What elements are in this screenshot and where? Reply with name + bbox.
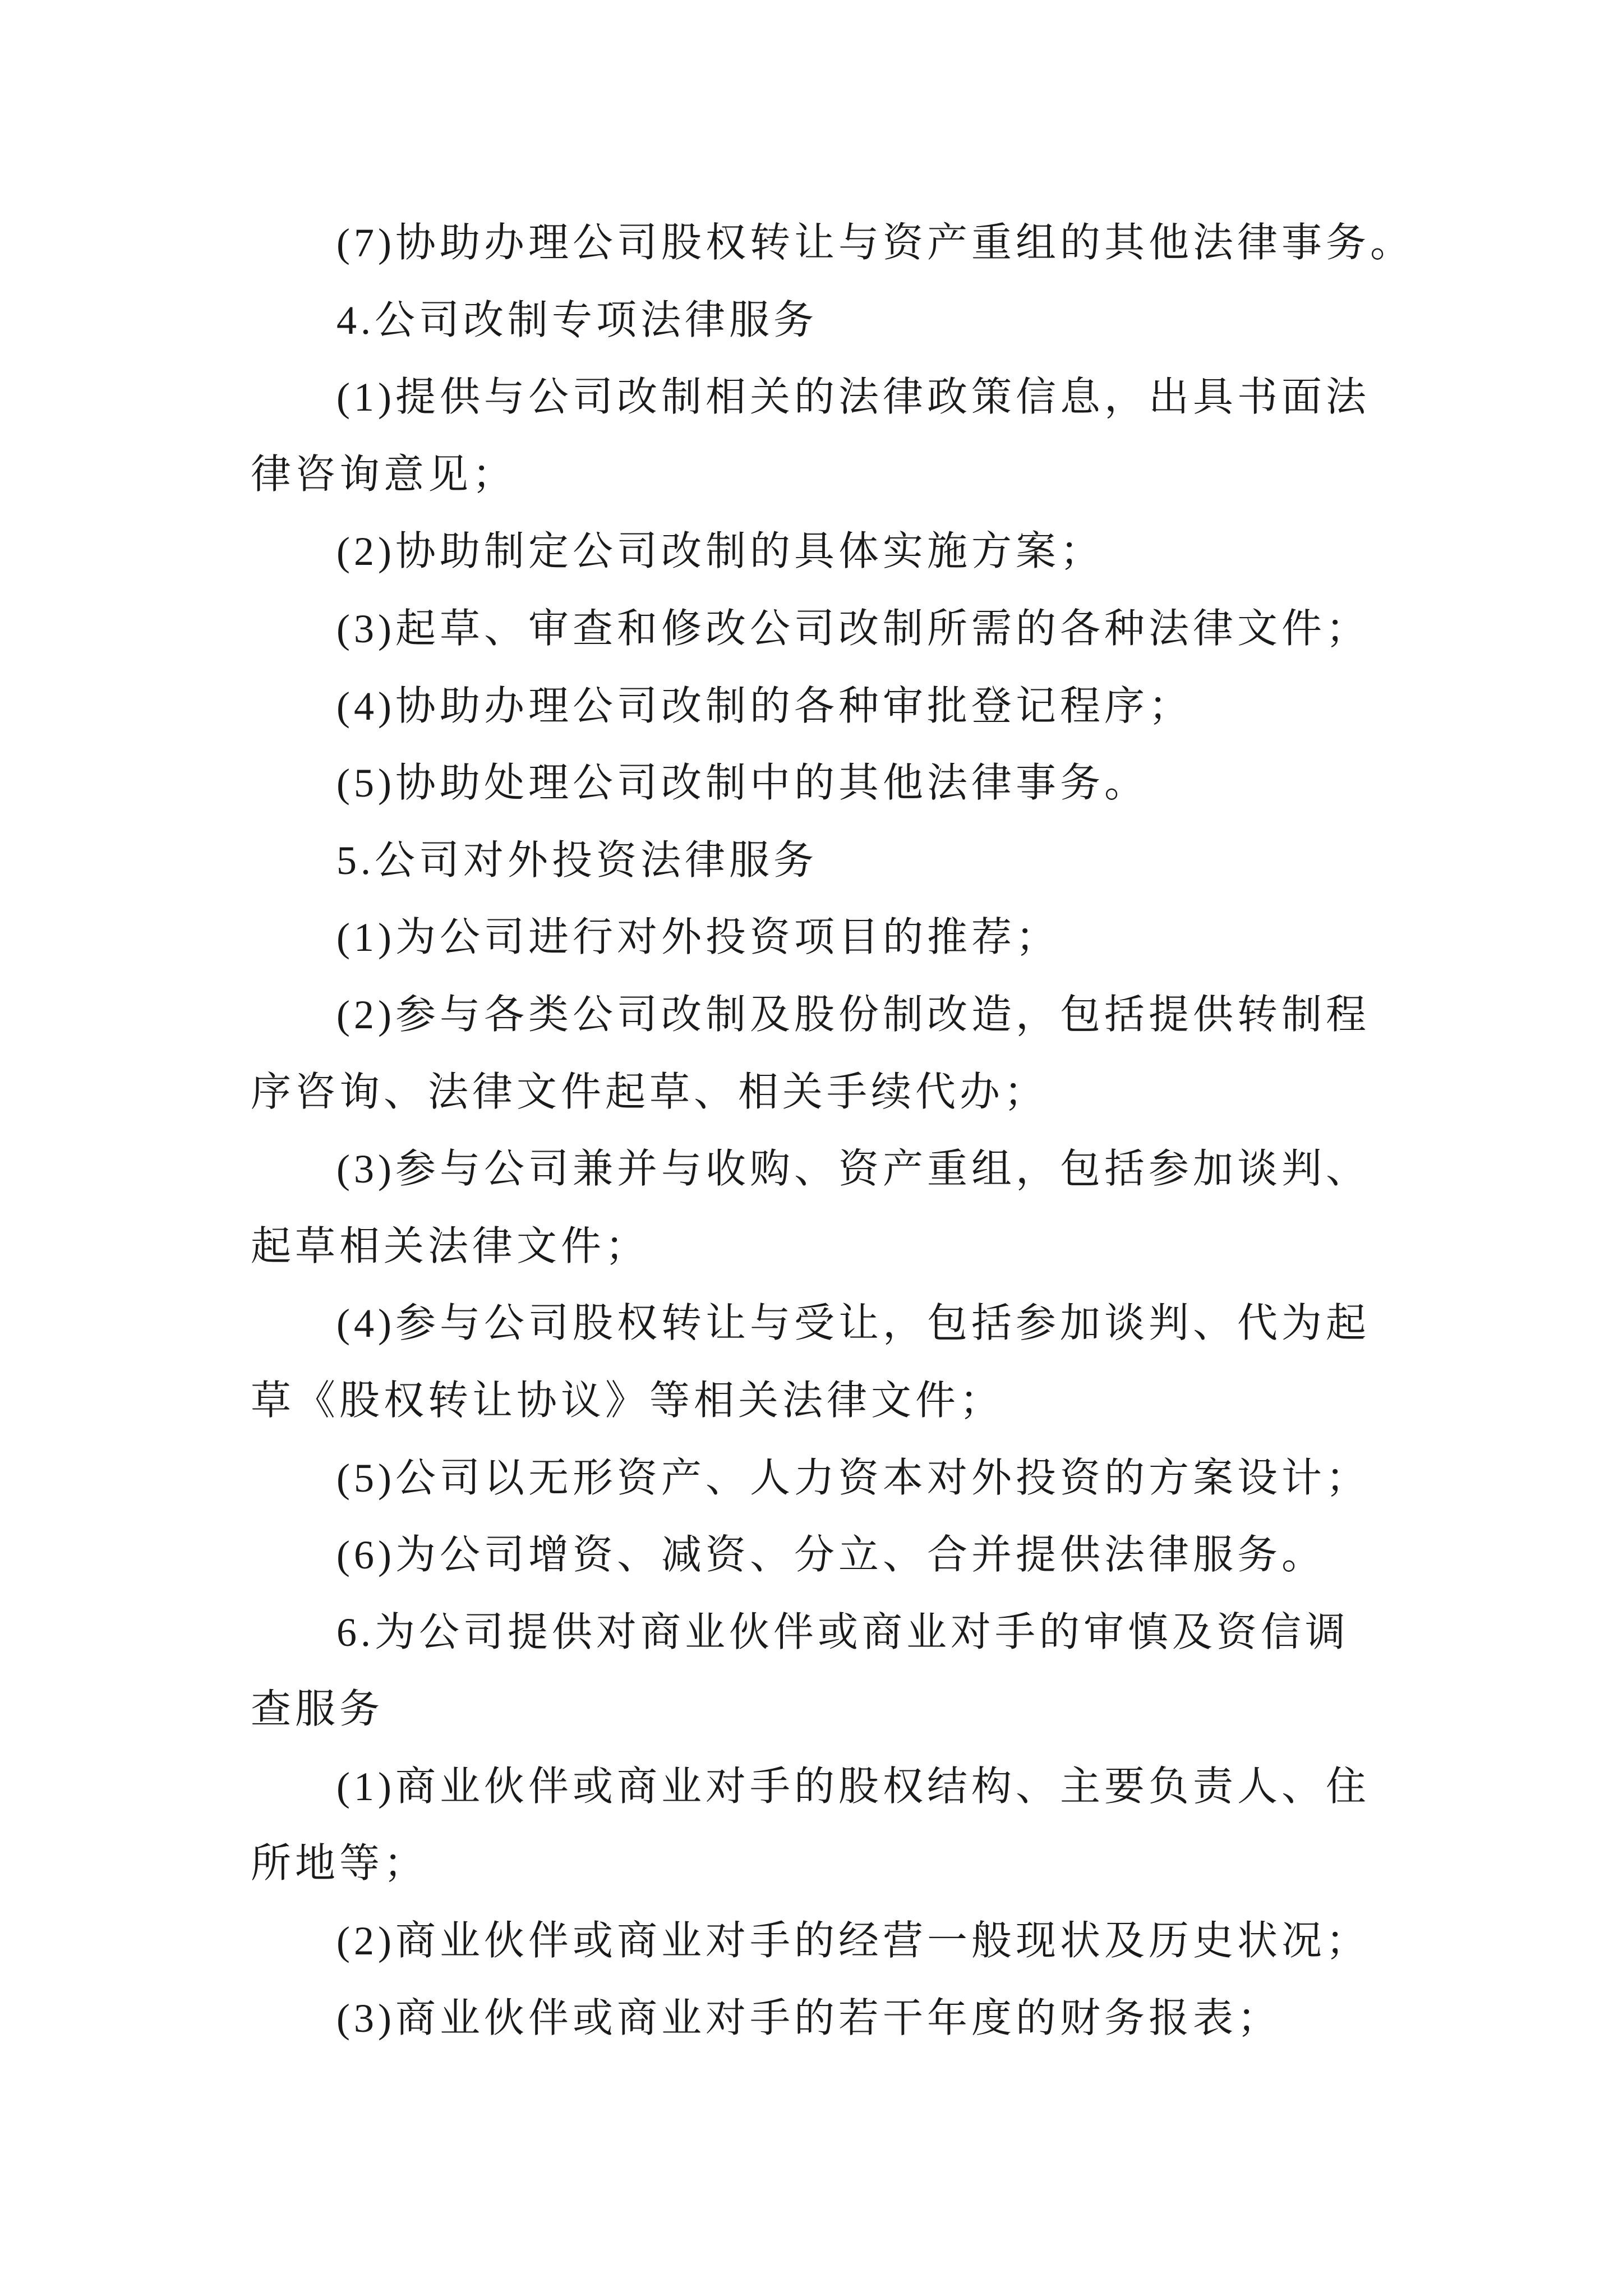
text-line: (3)参与公司兼并与收购、资产重组，包括参加谈判、 (336, 1147, 1370, 1192)
list-item (251, 1440, 1455, 1517)
list-item (251, 513, 1455, 591)
list-item (251, 205, 1455, 282)
text-line: (1)提供与公司改制相关的法律政策信息，出具书面法 (336, 375, 1370, 420)
list-item (251, 977, 1455, 1131)
text-line: 查服务 (251, 1687, 384, 1732)
text-line: (3)起草、审查和修改公司改制所需的各种法律文件； (336, 606, 1370, 651)
list-item (251, 1517, 1455, 1594)
section-heading (251, 822, 1455, 900)
list-item (251, 1131, 1455, 1285)
text-line: 序咨询、法律文件起草、相关手续代办； (251, 1069, 1049, 1115)
text-line: (2)参与各类公司改制及股份制改造，包括提供转制程 (336, 992, 1370, 1037)
text-line: (2)商业伙伴或商业对手的经营一般现状及历史状况； (336, 1918, 1370, 1964)
text-line: (1)为公司进行对外投资项目的推荐； (336, 915, 1060, 960)
text-line: 所地等； (251, 1841, 428, 1887)
section-heading (251, 282, 1455, 360)
text-line: (1)商业伙伴或商业对手的股权结构、主要负责人、住 (336, 1764, 1370, 1809)
text-line: (4)参与公司股权转让与受让，包括参加谈判、代为起 (336, 1301, 1370, 1346)
list-item (251, 359, 1455, 513)
list-item (251, 591, 1455, 668)
text-line: 5.公司对外投资法律服务 (336, 838, 818, 883)
section-heading (251, 1594, 1455, 1749)
text-line: 6.为公司提供对商业伙伴或商业对手的审慎及资信调 (336, 1609, 1350, 1655)
text-line: (7)协助办理公司股权转让与资产重组的其他法律事务。 (336, 220, 1414, 265)
list-item (251, 1749, 1455, 1903)
text-line: (6)为公司增资、减资、分立、合并提供法律服务。 (336, 1533, 1326, 1578)
text-line: (4)协助办理公司改制的各种审批登记程序； (336, 683, 1193, 729)
list-item (251, 1285, 1455, 1439)
text-line: (5)公司以无形资产、人力资本对外投资的方案设计； (336, 1455, 1370, 1501)
list-item (251, 1903, 1455, 1980)
text-line: (3)商业伙伴或商业对手的若干年度的财务报表； (336, 1995, 1281, 2041)
text-line: 4.公司改制专项法律服务 (336, 297, 818, 343)
list-item (251, 745, 1455, 822)
list-item (251, 668, 1455, 746)
text-line: 起草相关法律文件； (251, 1223, 650, 1269)
text-line: (5)协助处理公司改制中的其他法律事务。 (336, 761, 1149, 806)
text-line: (2)协助制定公司改制的具体实施方案； (336, 529, 1104, 574)
list-item (251, 1980, 1455, 2058)
text-line: 草《股权转让协议》等相关法律文件； (251, 1378, 1004, 1423)
list-item (251, 899, 1455, 977)
text-line: 律咨询意见； (251, 452, 517, 497)
